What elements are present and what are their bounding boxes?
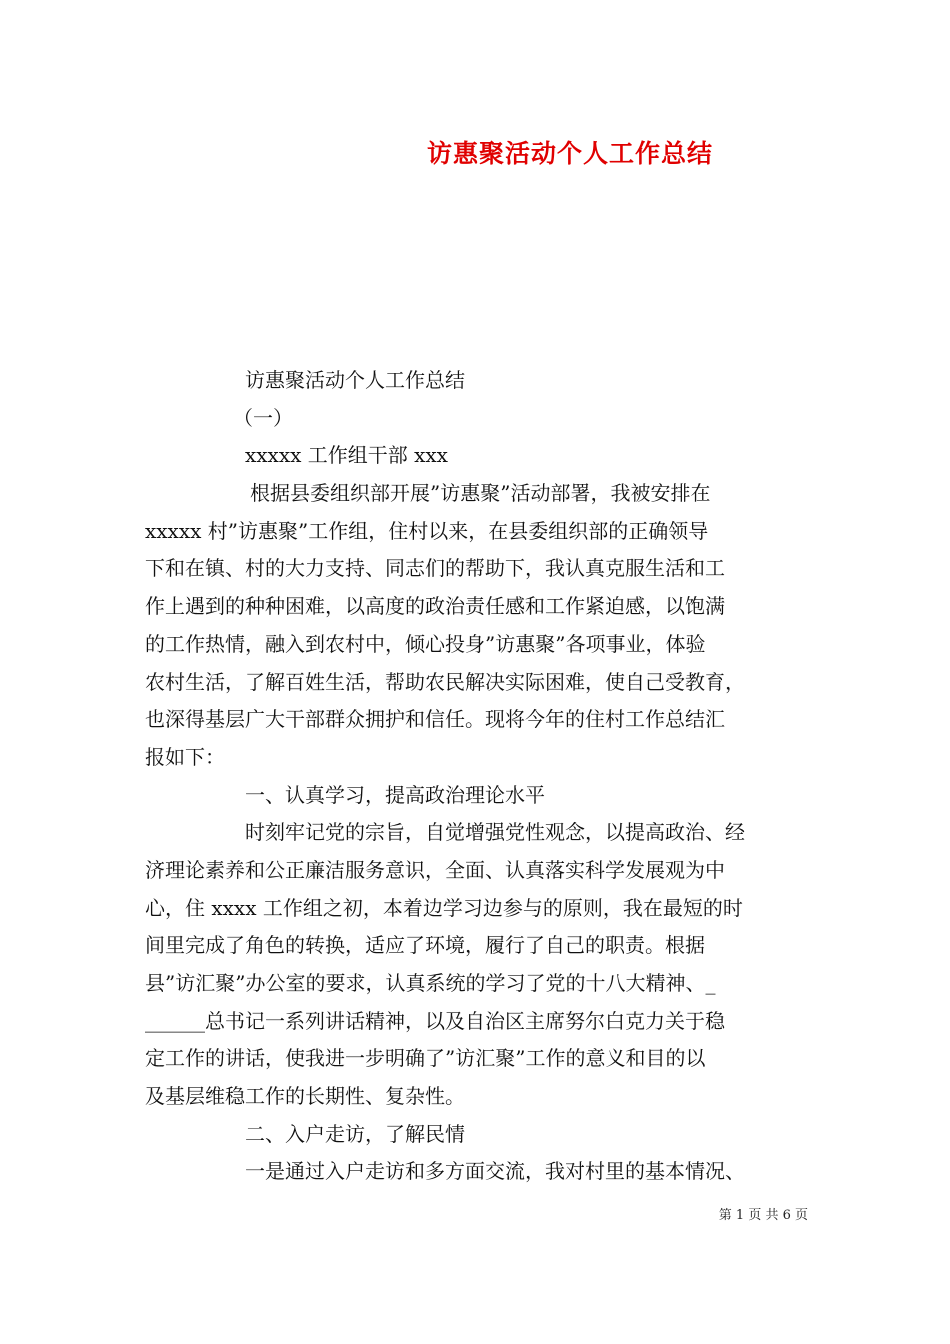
paragraph-line: 时刻牢记党的宗旨，自觉增强党性观念，以提高政治、经 bbox=[245, 820, 745, 845]
paragraph-line: 根据县委组织部开展”访惠聚”活动部署，我被安排在 bbox=[250, 481, 711, 506]
section-heading: 一、认真学习，提高政治理论水平 bbox=[245, 782, 545, 807]
section-heading: 二、入户走访，了解民情 bbox=[245, 1121, 465, 1146]
author-line: xxxxx 工作组干部 xxx bbox=[245, 443, 448, 468]
paragraph-line: 县”访汇聚”办公室的要求，认真系统的学习了党的十八大精神、_ bbox=[145, 971, 716, 995]
paragraph-line: 一是通过入户走访和多方面交流，我对村里的基本情况、 bbox=[245, 1159, 745, 1184]
document-body bbox=[145, 362, 810, 1191]
paragraph-line: 下和在镇、村的大力支持、同志们的帮助下，我认真克服生活和工 bbox=[145, 556, 725, 581]
paragraph-line: 及基层维稳工作的长期性、复杂性。 bbox=[145, 1084, 465, 1109]
paragraph-line: 作上遇到的种种困难，以高度的政治责任感和工作紧迫感，以饱满 bbox=[145, 594, 725, 619]
paragraph-line: 的工作热情，融入到农村中，倾心投身”访惠聚”各项事业，体验 bbox=[145, 631, 706, 656]
paragraph-line: 济理论素养和公正廉洁服务意识，全面、认真落实科学发展观为中 bbox=[145, 857, 725, 882]
paragraph-line: ______总书记一系列讲话精神，以及自治区主席努尔白克力关于稳 bbox=[145, 1008, 725, 1033]
paragraph-line: xxxxx 村”访惠聚”工作组，住村以来，在县委组织部的正确领导 bbox=[145, 518, 709, 543]
paragraph-line: 报如下： bbox=[145, 744, 225, 769]
document-title: 访惠聚活动个人工作总结 bbox=[426, 139, 713, 168]
paragraph-line: 农村生活，了解百姓生活，帮助农民解决实际困难，使自己受教育， bbox=[145, 669, 745, 694]
paragraph-line: 也深得基层广大干部群众拥护和信任。现将今年的住村工作总结汇 bbox=[145, 707, 725, 732]
paragraph-line: 间里完成了角色的转换，适应了环境，履行了自己的职责。根据 bbox=[145, 933, 705, 958]
body-heading: 访惠聚活动个人工作总结 bbox=[245, 368, 465, 392]
part-label: （一） bbox=[233, 405, 293, 430]
paragraph-line: 定工作的讲话，使我进一步明确了”访汇聚”工作的意义和目的以 bbox=[145, 1046, 706, 1071]
paragraph-line: 心，住 xxxx 工作组之初，本着边学习边参与的原则，我在最短的时 bbox=[145, 895, 743, 920]
page-footer: 第 1 页 共 6 页 bbox=[718, 1208, 808, 1223]
